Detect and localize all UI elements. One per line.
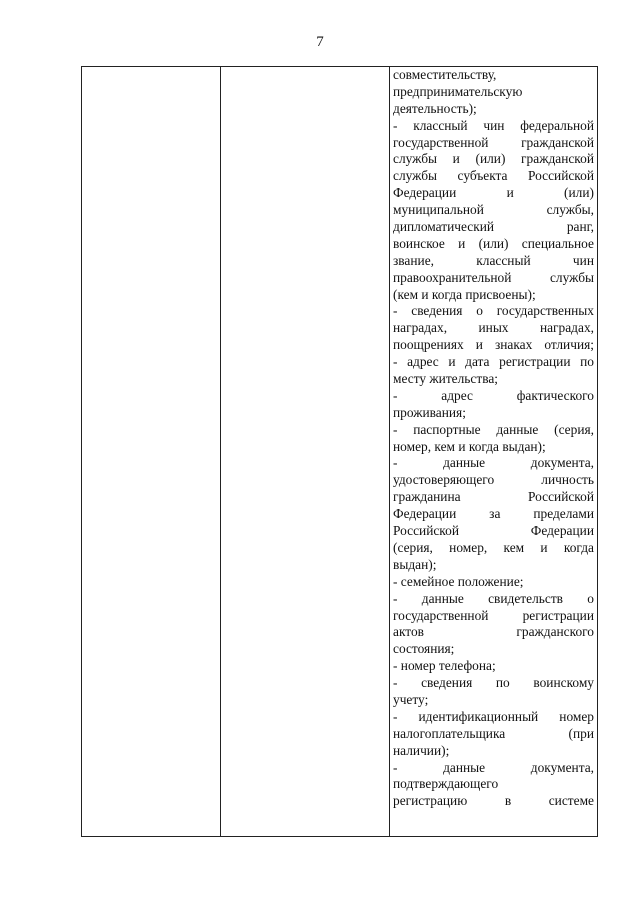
cell-text-line: - адрес и дата регистрации по (393, 354, 594, 370)
cell-text-line: - идентификационный номер (393, 708, 594, 724)
table-cell-personal-data-list (393, 67, 594, 810)
cell-text-line: дипломатический ранг, (393, 219, 594, 235)
cell-text-line: - сведения о государственных (393, 303, 594, 319)
cell-text-line: предпринимательскую (393, 83, 523, 99)
cell-text-line: (кем и когда присвоены); (393, 286, 536, 302)
cell-text-line: удостоверяющего личность (393, 472, 594, 488)
cell-text-line: совместительству, (393, 67, 497, 82)
cell-text-line: состояния; (393, 641, 455, 657)
cell-text-line: деятельность); (393, 100, 477, 116)
cell-text-line: номер, кем и когда выдан); (393, 438, 546, 454)
cell-text-line: проживания; (393, 404, 466, 420)
cell-text-line: месту жительства; (393, 371, 499, 387)
cell-text-line: - адрес фактического (393, 387, 594, 403)
cell-text-line: актов гражданского (393, 624, 594, 640)
cell-text-line: гражданина Российской (393, 489, 594, 505)
cell-text-line: подтверждающего (393, 776, 499, 792)
cell-text-line: государственной гражданской (393, 134, 594, 150)
cell-text-line: (серия, номер, кем и когда (393, 539, 594, 555)
cell-text-line: - номер телефона; (393, 658, 496, 674)
cell-text-line: Федерации и (или) (393, 185, 594, 201)
cell-text-line: наличии); (393, 742, 450, 758)
column-divider-1 (220, 67, 221, 836)
cell-text-line: Федерации за пределами (393, 506, 594, 522)
column-divider-2 (389, 67, 390, 836)
cell-text-line: правоохранительной службы (393, 269, 594, 285)
cell-text-line: - семейное положение; (393, 573, 524, 589)
cell-text-line: государственной регистрации (393, 607, 594, 623)
cell-text-line: звание, классный чин (393, 252, 594, 268)
document-table (81, 66, 598, 837)
cell-text-line: муниципальной службы, (393, 202, 594, 218)
cell-text-line: - данные свидетельств о (393, 590, 594, 606)
cell-text-line: - данные документа, (393, 455, 594, 471)
cell-text-line: воинское и (или) специальное (393, 235, 594, 251)
cell-text-line: наградах, иных наградах, (393, 320, 594, 336)
cell-text-line: налогоплательщика (при (393, 725, 594, 741)
cell-text-line: поощрениях и знаках отличия; (393, 337, 594, 353)
cell-text-line: Российской Федерации (393, 523, 594, 539)
cell-text-line: - сведения по воинскому (393, 675, 594, 691)
cell-text-line: - паспортные данные (серия, (393, 421, 594, 437)
page-number: 7 (316, 34, 324, 50)
cell-text-line: выдан); (393, 556, 437, 572)
cell-text-line: учету; (393, 691, 429, 707)
cell-text-line: службы и (или) гражданской (393, 151, 594, 167)
cell-text-line: регистрацию в системе (393, 793, 594, 809)
cell-text-line: - данные документа, (393, 759, 594, 775)
cell-text-line: - классный чин федеральной (393, 117, 594, 133)
cell-text-line: службы субъекта Российской (393, 168, 594, 184)
